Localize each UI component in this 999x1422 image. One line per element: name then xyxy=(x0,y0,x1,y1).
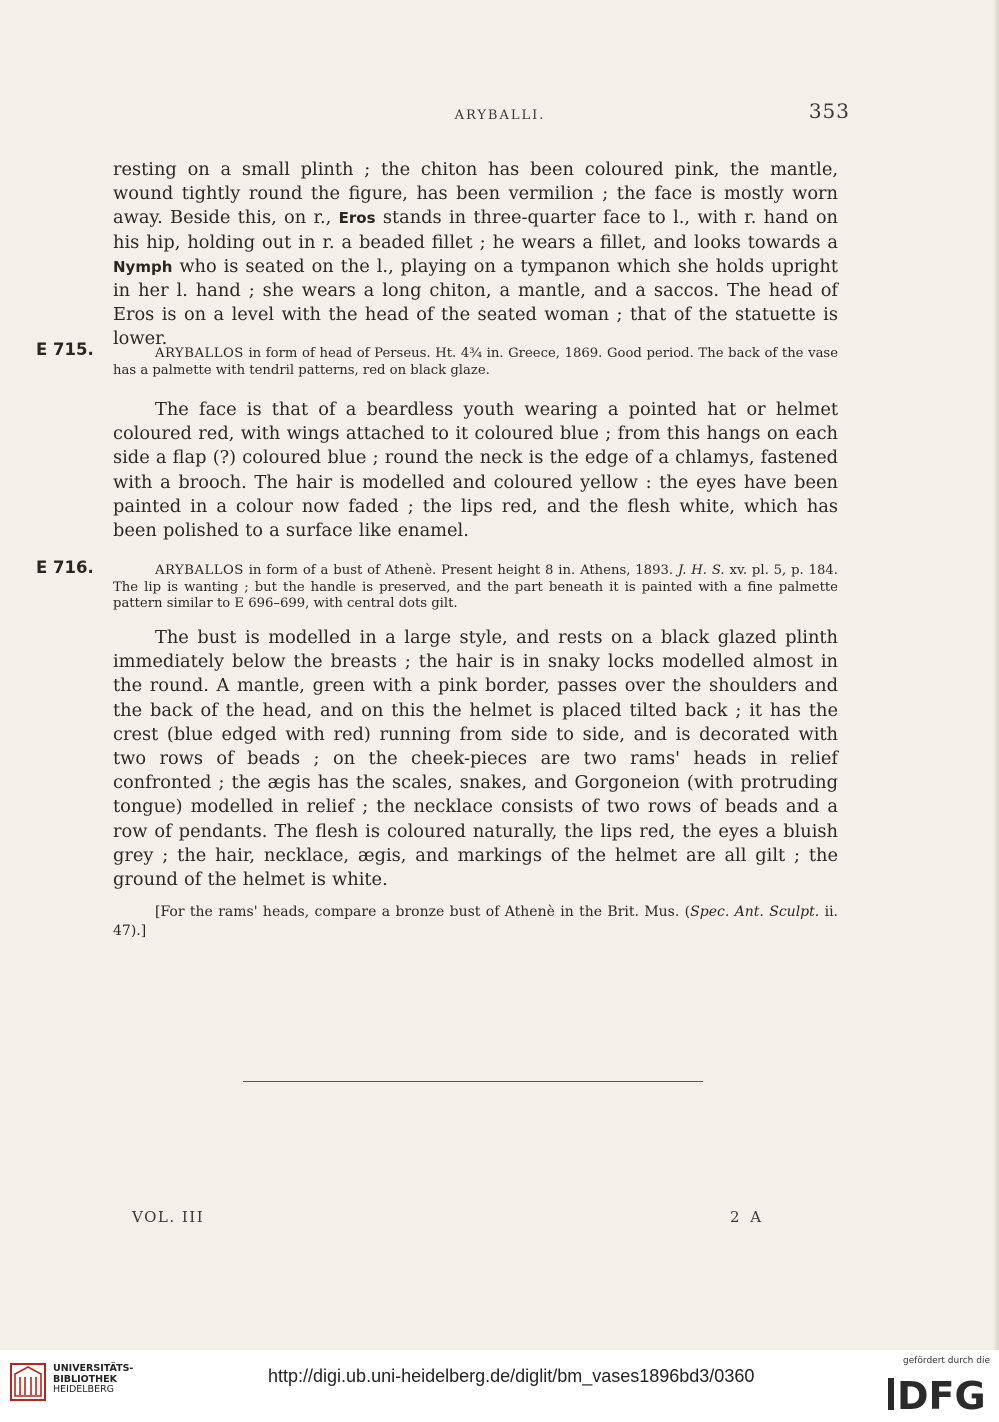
eros-label: Eros xyxy=(338,209,376,228)
entry-716-description: The bust is modelled in a large style, and rests on a black glazed plinth immediately below the breasts ; the hair is in snaky locks modelled almost in the round. A mantle, green with a pink border, passes over the shoulders and the back of the head, and on this the helmet is placed tilted back ; it has the crest (blue edged with red) running from side to side, and is decorated with two rows of beads ; on the cheek-pieces are two rams' heads in relief confronted ; the ægis has the scales, snakes, and Gorgoneion (with protruding tongue) modelled in relief ; the necklace consists of two rows of beads and a row of pendants. The flesh is coloured naturally, the lips red, the eyes a bluish grey ; the hair, necklace, ægis, and markings of the helmet are all gilt ; the ground of the helmet is white. xyxy=(113,627,838,891)
entry-716-heading-text: in form of a bust of Athenè. Present height 8 in. Athens, 1893. xyxy=(243,563,678,578)
running-title: ARYBALLI. xyxy=(454,108,546,123)
library-name-line-2: BIBLIOTHEK xyxy=(53,1373,117,1385)
note-text-2: ii. 47).] xyxy=(113,904,838,939)
entry-716-type: ARYBALLOS xyxy=(155,563,244,578)
intro-paragraph xyxy=(113,158,838,352)
funded-by-label: gefördert durch die xyxy=(903,1356,990,1366)
nymph-label: Nymph xyxy=(113,257,173,276)
library-name-line-1: UNIVERSITÄTS- xyxy=(53,1363,134,1374)
entry-716-heading-tail: xv. pl. 5, p. 184. The lip is wanting ; but the handle is preserved, and the part beneath it is painted with a fine palmette pattern similar to E 696–699, with central dots gilt. xyxy=(113,563,838,611)
section-divider xyxy=(243,1081,703,1082)
dfg-logo xyxy=(888,1374,988,1414)
entry-716-note xyxy=(113,903,838,941)
catalog-number-716: E 716. xyxy=(36,558,94,577)
permalink-url[interactable]: http://digi.ub.uni-heidelberg.de/diglit/bm_vases1896bd3/0360 xyxy=(268,1366,755,1386)
dfg-logo-text: DFG xyxy=(897,1374,986,1414)
entry-715-heading xyxy=(113,346,838,379)
intro-text-1: resting on a small plinth ; the chiton has been coloured pink, the mantle, wound tightly round the figure, has been vermilion ; the face is mostly worn away. Beside this, on r., xyxy=(113,159,838,229)
catalog-number-715: E 715. xyxy=(36,340,94,359)
entry-716-heading xyxy=(113,563,838,613)
note-text-1: [For the rams' heads, compare a bronze bust of Athenè in the Brit. Mus. ( xyxy=(155,904,691,920)
entry-715-description: The face is that of a beardless youth wearing a pointed hat or helmet coloured red, with wings attached to it coloured blue ; from this hangs on each side a flap (?) coloured blue ; round the neck is the edge of a chlamys, fastened with a brooch. The hair is modelled and coloured yellow : the eyes have been painted in a colour now faded ; the lips red, and the flesh white, which has been polished to a surface like enamel. xyxy=(113,399,838,542)
library-name xyxy=(53,1364,133,1396)
entry-716-journal: J. H. S. xyxy=(677,563,725,578)
intro-text-2: stands in three-quarter face to l., with r. hand on his hip, holding out in r. a beaded fillet ; he wears a fillet, and looks towards a xyxy=(113,207,838,253)
entry-715-type: ARYBALLOS xyxy=(155,346,244,361)
page-edge-shadow xyxy=(993,0,999,1350)
entry-715-heading-text: in form of head of Perseus. Ht. 4¾ in. Greece, 1869. Good period. The back of the vase has a palmette with tendril patterns, red on black glaze. xyxy=(113,346,838,378)
volume-label: VOL. III xyxy=(132,1208,205,1226)
note-reference: Spec. Ant. Sculpt. xyxy=(690,904,820,920)
intro-text-3: who is seated on the l., playing on a tympanon which she holds upright in her l. hand ; she wears a long chiton, a mantle, and a saccos. The head of Eros is on a level with the head of the seated woman ; that of the statuette is lower. xyxy=(113,255,838,350)
page-number: 353 xyxy=(808,99,850,123)
signature-mark: 2 A xyxy=(730,1208,765,1226)
university-library-logo-icon xyxy=(10,1362,46,1402)
library-name-line-3: HEIDELBERG xyxy=(53,1384,115,1395)
